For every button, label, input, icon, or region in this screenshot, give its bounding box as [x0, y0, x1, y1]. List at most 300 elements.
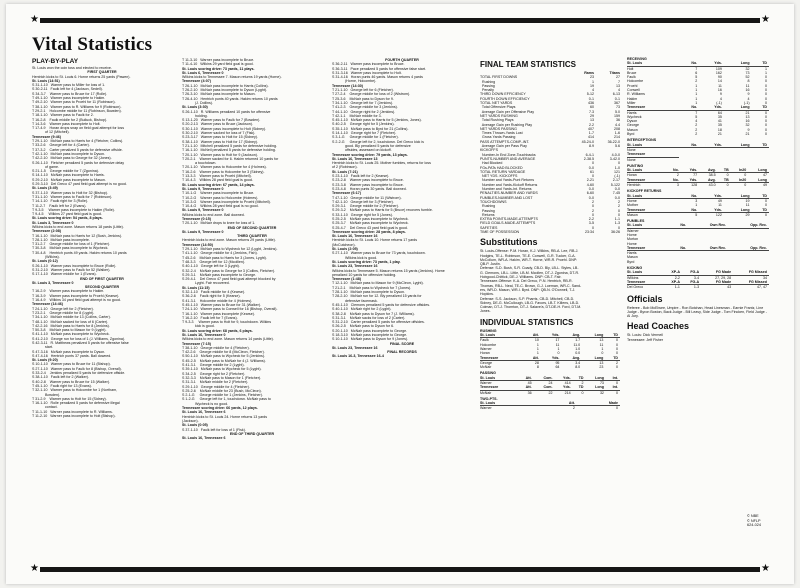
table-cell: 32 [745, 123, 750, 128]
play-line: St. Louis 9, Tennessee 0 [182, 208, 224, 213]
table-cell: 5 [695, 75, 698, 80]
play-line: S 2-2-G George left for 2, touchdown. Del Greco kick is [332, 139, 424, 144]
table-cell: 27, 29, 28 [715, 275, 732, 280]
stat-label: NET YARDS PASSING [480, 126, 517, 131]
rams-value: 2-21 [586, 178, 594, 183]
play-line: T 31-1-10 Warner pass to Faulk for 7 (Robinson). [32, 194, 113, 199]
play-line: S 26-2-5 McNair pass to Dyson for 6. [332, 324, 395, 329]
header-cell: Yds. [699, 61, 724, 66]
play-line: T 11-2-7 Faulk left for 2 (Evans). [32, 203, 87, 208]
play-line: S 25-2-5 McNair pass incomplete to Wycheck. [332, 216, 409, 221]
header-cell: Int. [606, 385, 620, 390]
rams-value: 4-60 [586, 182, 594, 187]
play-line: S 45-1-10 Warner pass to Bruce for 31 (Walker). [182, 302, 262, 307]
play-line: S 21-1-5 George middle for 7 (Zgonina). [32, 169, 99, 174]
copyright-line: © NBE [747, 514, 759, 518]
play-line: Tennessee scoring drive: 79 yards, 13 plays. [332, 152, 408, 157]
titans-value: (-1) [614, 174, 620, 179]
stat-label: EXTRA POINTS-MADE-ATTEMPTS [480, 217, 538, 222]
table-cell: 162 [715, 70, 722, 75]
table-cell: 13 [745, 114, 750, 119]
substitution-line: Hopkins. [480, 292, 494, 297]
stat-label: PASS ATTEMPTS-COMP.-INT. [480, 139, 530, 144]
play-line: Tennessee (4:07) [182, 79, 211, 84]
rams-value: 2.2 [589, 122, 594, 127]
table-cell: Hakim [627, 96, 638, 101]
play-line: T 49-2-10 Warner pass to Proehl for 11 (Robinson). [32, 100, 116, 105]
header-cell: Yds. [554, 385, 572, 390]
table-cell: 32 [599, 390, 604, 395]
rams-value: 13 [590, 118, 594, 123]
table-cell: 0 [616, 365, 618, 370]
table-cell: Holcombe [627, 79, 644, 84]
header-cell: No. [679, 208, 699, 213]
titans-value: 7 [618, 79, 620, 84]
substitution-line: QB-P. Justin. [480, 262, 501, 267]
titans-value: 4.4 [615, 122, 620, 127]
table-cell: 38.5 [708, 173, 716, 178]
copyright-line: 624-024 [747, 523, 761, 527]
stat-label: Average Gain per Pass Play [480, 144, 527, 149]
play-line: St. Louis 3, Tennessee 0 [32, 220, 74, 225]
table-cell: 4 [719, 96, 722, 101]
stat-label: PENALTIES-NUMBER AND YARDS [480, 191, 538, 196]
play-line: S 10-1-10 Warner pass to Bruce for 11 (Bishop). [32, 362, 111, 367]
table-cell: 35 [717, 123, 722, 128]
play-line: St. Louis scoring drive: 67 yards, 14 plays. [182, 182, 255, 187]
stat-label: Number and Yards-Int. Returns [480, 187, 532, 192]
header-cell: St. Louis [480, 376, 519, 381]
header-cell: Avg. [561, 356, 582, 361]
substitution-line: Hodgins, TE-L. Robinson, TE-E. Conwell, G-R. Tucker, G-A. [480, 253, 576, 258]
play-line: T 34-1-10 George left for 7 (Jenkins). [332, 100, 394, 105]
table-row [480, 390, 620, 395]
header-cell: Int. [606, 376, 620, 381]
table-cell: 0 [765, 119, 767, 124]
play-line: St. Louis scoring drive: 54 yards, 8 plays. [32, 216, 103, 221]
table-cell: R. Williams [627, 92, 645, 97]
table-cell: 16 [745, 88, 750, 93]
play-line: S 23-3-17 Warner pass to Holt for 15 (Sidney). [182, 135, 258, 140]
table-cell: 49 [763, 183, 767, 188]
titans-value: 36:26 [611, 229, 620, 234]
titans-value: 367 [614, 101, 620, 106]
table-cell: Holt [627, 66, 634, 71]
play-line: S 23-3-8 Warner pass incomplete to Bruce. [332, 182, 404, 187]
table-cell: 8 [747, 79, 750, 84]
header-cell: TD [752, 61, 769, 66]
table-cell: Mother [627, 203, 639, 208]
coaches-heading: Head Coaches [627, 322, 690, 332]
play-line: Tennessee (14:46) [32, 302, 63, 307]
table-cell: 95 [555, 360, 560, 365]
play-line: a touchdown. [182, 161, 217, 166]
kicking-label: KICKING [627, 266, 643, 271]
table-cell: Horan [480, 351, 490, 356]
header-cell: TD [752, 194, 769, 199]
header-cell: FG Made [701, 270, 733, 275]
rams-value: 0 [592, 174, 594, 179]
table-cell: 1 [695, 96, 698, 101]
header-cell: Yds. [699, 105, 724, 110]
play-line: Wilkins kicks to Tennessee 5. Mason returns 15 yards (Jenkins). Horne [332, 268, 445, 273]
header-cell: St. Louis [627, 270, 663, 275]
table-cell: 6 [695, 70, 698, 75]
copyright [747, 514, 761, 528]
play-line: Wycheck is no good. [182, 401, 229, 406]
substitution-line: Colman, DT-J. Thornton, DT-J. Salave'a, DT-DE-H. Ford, DT-M. [480, 305, 582, 310]
play-line: T 9-3-3 Warner pass to Holt for 9, touchdown. Wilkins [182, 320, 272, 325]
table-cell: 19 [745, 198, 750, 203]
play-line: S 36-2-11 Warner pass incomplete to Bruce. [332, 62, 405, 67]
titans-value: 5.6 [615, 144, 620, 149]
table-cell: Horne [627, 232, 637, 237]
header-cell: Long [724, 194, 752, 199]
header-cell: Yds. [541, 333, 562, 338]
play-line: Tennessee (7:15) [182, 341, 211, 346]
table-cell: Byrd [627, 132, 635, 137]
play-line: Hentrich kicks to St. Louis 6. Horne returns 25 yards (Pawen). [32, 74, 131, 79]
play-line: T 10-3-G Warner pass incomplete to Proehl (Mitchell). [182, 199, 271, 204]
play-line: of 12 (Mitchell). [32, 130, 70, 135]
table-cell: 23 [599, 365, 604, 370]
stat-label: Times Thrown-Yards Lost [480, 131, 523, 136]
table-cell: 3.4 [575, 360, 581, 365]
stat-label: NET YDS. KICKOFFS [480, 174, 518, 179]
play-line: St. Louis 3, Tennessee 0 [32, 280, 74, 285]
table-cell: 1-3 [693, 285, 700, 290]
stat-label: Had Blocked [480, 161, 503, 166]
rams-value: 0 [592, 161, 594, 166]
play-line: T 14-3-6 Warner pass incomplete to Holt. [32, 121, 101, 126]
page-title: Vital Statistics [32, 34, 153, 55]
table-cell: Mason [627, 127, 638, 132]
rams-value: 0-0 [588, 165, 594, 170]
play-line: T 16-1-10 McNair pass to Harris for 12 (Bush, Jenkins). [32, 233, 123, 238]
table-cell: (-1) [743, 100, 750, 105]
play-line: S 50-1-10 McNair pass to Wycheck for 5 (Jenkins). [182, 354, 266, 359]
play-line: T 28-1-10 McNair pass incomplete. [32, 237, 90, 242]
header-cell: Own Rec. [688, 246, 728, 251]
rams-value: 3-5 [588, 221, 594, 226]
header-cell: XP-A [663, 270, 682, 275]
play-line: St. Louis 16-3, Tennessee 16-4 [332, 354, 384, 359]
table-cell: 0 [765, 79, 767, 84]
rams-value: 8.9 [589, 144, 594, 149]
table-cell: 0 [616, 390, 618, 395]
table-cell: 0.0 [575, 351, 581, 356]
titans-value: 4-0-0 [611, 152, 620, 157]
play-line: SECOND QUARTER [84, 285, 120, 290]
header-cell: Long [748, 168, 769, 173]
substitution-line: ers, WR-D. Mason, WR-I. Byrd. DNP: QB-N. O'Donnell, T-J. [480, 287, 576, 292]
play-line: St. Louis (2:05) [332, 247, 358, 252]
table-cell: Warner [480, 346, 492, 351]
stat-label: Number and Yards-Punt Returns [480, 178, 534, 183]
copyright-line: © NFLP [747, 518, 761, 523]
stat-label: Rushing [480, 204, 496, 209]
play-line: S 29-3-1 George middle for 2 (Fletcher). [332, 204, 399, 209]
table-cell: 18 [717, 127, 722, 132]
play-line: St. Louis 23, Tennessee 16 [332, 264, 378, 269]
play-line: kick is good. [182, 324, 215, 329]
stat-label: TOUCHDOWNS [480, 199, 507, 204]
table-cell: 11 [599, 342, 604, 347]
table-cell: Morton [627, 237, 639, 242]
play-line: S 31-2-10 Warner pass to Faulk for 52 (Walker). [32, 267, 111, 272]
table-cell: 4 [747, 96, 750, 101]
titans-value: 159 [614, 113, 620, 118]
titans-value: 2 [618, 199, 620, 204]
play-line: St. Louis (0:05) [182, 423, 208, 428]
table-cell: George [480, 360, 492, 365]
table-cell: 0 [765, 88, 767, 93]
rams-value: 1 [592, 79, 594, 84]
play-line: offsides, assessed on kickoff. [332, 148, 392, 153]
header-cell: Long [582, 333, 605, 338]
play-line: T 12-1-10 McNair pass to Mason for 9 (McCleon, Lyght). [332, 281, 424, 286]
table-cell: 1 [695, 100, 698, 105]
play-line: T 10-4-G Wilkins 28 yard field goal is no good. [182, 204, 259, 209]
header-cell: St. Louis [627, 194, 679, 199]
table-cell: 36 [527, 390, 532, 395]
table-cell: 16 [745, 119, 750, 124]
play-line: St. Louis (14:51) [32, 78, 60, 83]
table-cell: 2 [572, 406, 575, 411]
header-cell: Tennessee [480, 356, 524, 361]
table-cell: None [627, 157, 636, 162]
header-cell: TB [718, 178, 731, 183]
play-line: S 26-1-10 Fletcher penalized 5 yards for defensive delay [32, 160, 125, 165]
titans-value: 0 [618, 212, 620, 217]
rams-value: 407 [588, 126, 594, 131]
header-cell: Long [724, 61, 752, 66]
table-cell: 1 [695, 92, 698, 97]
table-cell: 52 [745, 75, 750, 80]
play-line: T 10-4-3 Wilkins 28 yard field goal is good. [182, 178, 253, 183]
passing-label: PASSING [480, 371, 496, 376]
table-cell: Wycheck [627, 114, 642, 119]
table-cell: 122 [715, 212, 722, 217]
stat-label: PUNTS-NUMBER AND AVERAGE [480, 156, 536, 161]
substitution-line: Thomas, RB-L. Neal, TE-C. Brown, G-J. Loeman, WR-C. Sand- [480, 283, 582, 288]
stat-table [480, 401, 620, 411]
table-cell: 47, 47 [757, 285, 767, 290]
table-cell: 16 [717, 88, 722, 93]
table-cell [688, 260, 728, 264]
officials-heading: Officials [627, 294, 663, 304]
play-line: T 16-1-10 Rolle penalized 5 yards for defensive illegal [32, 401, 120, 406]
play-line: S 26-1-10 Warner pass incomplete to Bruce (Rolle). [32, 263, 117, 268]
rams-value: 19 [590, 83, 594, 88]
titans-value: 0-1 [614, 96, 620, 101]
stat-label: FIELD GOALS-MADE-ATTEMPTS [480, 221, 536, 226]
play-line: St. Louis (11:15) [182, 285, 210, 290]
table-cell: 11.0 [573, 342, 581, 347]
play-line: FINAL SCORE [389, 341, 415, 346]
header-cell: No. [671, 223, 688, 228]
rams-value: 2 [592, 199, 594, 204]
header-cell: Opp. Rec. [728, 223, 769, 228]
header-cell: No. [671, 246, 688, 251]
table-row [627, 183, 769, 188]
header-cell: FG-A [682, 280, 701, 285]
header-cell: Long [586, 385, 606, 390]
star-icon: ★ [761, 563, 770, 574]
header-cell: No. [666, 168, 681, 173]
table-cell: 8.0 [575, 365, 581, 370]
table-cell: 0 [616, 338, 618, 343]
header-cell: FG Missed [733, 270, 769, 275]
play-line: S 40-2-8 Warner pass to Bruce for 15 (Walker). [32, 379, 111, 384]
table-cell: 0 [616, 351, 618, 356]
play-line: S 47-3-16 McNair pass incomplete to Dyson. [32, 349, 106, 354]
play-line: S 42-3-11 R. Matthews penalized 5 yards for offensive false [32, 341, 129, 345]
table-cell: 34 [763, 275, 767, 280]
table-cell: 1.7 [575, 338, 581, 343]
table-cell: 0 [765, 212, 767, 217]
play-line: S 25-3-7 McNair pass incomplete to Wycheck. [332, 221, 409, 226]
table-cell: 0 [765, 132, 767, 137]
table-cell: 41 [717, 119, 722, 124]
rams-value: 2-2 [588, 217, 594, 222]
play-line: Wilkins kicks to end zone. Mason returns 18 yards (Little). [32, 224, 124, 229]
table-cell: Mason [627, 255, 638, 260]
table-cell: 5 [695, 212, 698, 217]
team-stat-row [480, 230, 620, 234]
play-line: Wilkins kick is good. [332, 255, 378, 260]
table-cell: 9 [747, 127, 750, 132]
play-line: T 20-1-10 Warner pass to Holt for 9 (Jackson). [182, 152, 258, 157]
table-cell: 90 [717, 75, 722, 80]
rushing-label: RUSHING [480, 328, 497, 333]
officials-text: Referee - Bob McElwee, Umpire - Ron Botchan, Head Linesman - Earnie Frantz, Line Judge - Byron Boston, Back Judge - Bill Leavy, Side Judge - Tom Fincken, Field Judge - Al Jury. [627, 305, 767, 319]
table-cell: Horne [627, 241, 637, 246]
play-line: S 47-4-16 Hentrich punts 37 yards. Ball downed. [32, 353, 112, 358]
play-line: St. Louis scoring drive: 73 yards, 1 play. [332, 259, 401, 264]
table-cell: 22 [548, 390, 553, 395]
play-line: holding. [182, 113, 208, 118]
table-cell: 0 [616, 342, 618, 347]
play-line: T 16-1-10 McNeil penalized 5 yards for defensive holding. [182, 148, 276, 153]
play-line: T 20-2-1 Warner sacked for 6. Hakim returned 10 yards for [182, 156, 279, 161]
play-line: S 32-2-4 McNair pass to George for 3 (Collins, Fletcher). [182, 268, 276, 273]
play-line: St. Louis (7:21) [332, 169, 358, 174]
titans-value: 36-22-0 [607, 139, 620, 144]
play-line: S 29-3-1 McNair pass incomplete to George. [182, 272, 257, 277]
play-line: S 30-1-10 Warner pass incomplete to Holt (Sidney). [182, 126, 267, 131]
header-cell: TB [718, 168, 731, 173]
table-cell: 7 [695, 110, 698, 115]
coach-ten: Tennessee: Jeff Fisher [627, 337, 664, 342]
rams-value: 0 [592, 225, 594, 230]
table-cell: 0 [744, 173, 747, 178]
substitution-line: St. Louis-Offense: P-M. Horan, K-J. Wilkins, RB-A. Lee, RB-J. [480, 249, 579, 254]
stat-label: Passing [480, 83, 495, 88]
table-cell: 43.0 [708, 183, 716, 188]
play-line: T 28-1-10 McNair pass incomplete to Dyson. [332, 290, 406, 295]
play-line: T 44-1-10 George right for 2 (Jenkins). [332, 109, 396, 114]
table-cell: 2-2 [674, 275, 680, 280]
header-cell: TD [573, 376, 586, 381]
play-line: S 37-1-10 Faulk left for loss of 1 (Fisk). [182, 427, 246, 432]
stat-label: Returns [480, 212, 495, 217]
play-line: S 14-1-10 George right for 7 (Fletcher). [332, 131, 397, 136]
rams-value: 436 [588, 101, 594, 106]
play-line: S 35-1-10 McNair pass to Byrd for 21 (Collins). [332, 126, 409, 131]
table-cell: 1 [695, 88, 698, 93]
play-line: Lyght. Fair recovered. [182, 281, 230, 286]
stat-table [627, 168, 769, 187]
play-line: T 29-1-10 McNair pass to Harris for 4 (Fletcher, Collins). [32, 139, 124, 144]
titans-value: 1-6 [614, 131, 620, 136]
play-line: T 29-2-1 Holcombe middle for 11 (Robinson, Bowden). [32, 108, 122, 113]
play-line: Bowden). [32, 392, 61, 397]
play-line: St. Louis 9, Tennessee 0 [182, 229, 224, 234]
table-cell: 0 [557, 351, 560, 356]
play-line: T 38-1-10 Warner pass to R. Williams for 9 (Robinson). [32, 104, 122, 109]
table-cell: 0 [765, 123, 767, 128]
play-line: S 14-1-10 McNair pass incomplete to Harris. [32, 173, 105, 178]
pbp-column-1 [32, 57, 172, 562]
stat-table [480, 376, 620, 395]
play-line: T 42-1-1 McNair middle for 3. [332, 113, 382, 118]
table-cell: Faulk [627, 75, 636, 80]
titans-value: 5.0 [615, 109, 620, 114]
play-line: T 42-1-10 McNair pass incomplete to Dyson. [32, 151, 106, 156]
play-line: S 25-2-6 McNair middle for 23 (Bush, McCleon). [182, 388, 262, 393]
play-line: T 9-3-5 Warner pass incomplete to Hakim (Rolle). [32, 207, 115, 212]
play-line: S 41-1-10 McNair pass incomplete to Wycheck. [32, 332, 110, 337]
substitution-line: Sidney, DE-G. McCullough, LB-G. Favors, LB-T. Killens, LB-D. [480, 300, 580, 305]
table-cell: 77 [693, 173, 698, 178]
table-cell: 9 [747, 92, 750, 97]
play-line: T 41-1-10 George middle for 4 (Jenkins, Fish). [182, 251, 258, 256]
play-line: Tennessee (0:15) [182, 216, 211, 221]
play-line: Hentrich kicks to St. Louis 24. Horne returns 13 yards [182, 414, 268, 419]
play-line: T 42-2-10 McNair pass to George for 32 (Jones). [32, 156, 112, 161]
header-cell: Made [577, 401, 620, 406]
header-cell: Long [582, 356, 605, 361]
play-line: T 45-2-6 McNair pass to Harris for 3 (Jones, Lyght). [182, 255, 267, 260]
titans-value: 5-122 [610, 182, 620, 187]
table-cell: 2 [695, 79, 698, 84]
table-cell: Faulk [480, 338, 489, 343]
table-cell: 11 [718, 83, 722, 88]
table-cell: 0 [765, 100, 767, 105]
header-cell: Tennessee [627, 280, 663, 285]
table-cell: 1 [765, 66, 767, 71]
stat-label: FGs-PATs HAD BLOCKED [480, 165, 523, 170]
table-cell: 2 [695, 123, 698, 128]
receiving-label: RECEIVING [627, 57, 647, 61]
stat-label: TOTAL RETURN YARDAGE [480, 169, 526, 174]
play-line: (Horne, Holcombe). [332, 79, 377, 84]
table-cell: 0 [765, 83, 767, 88]
play-line: S 45-1-10 McNair pass to Harris for 5 (Jenkins, Jones). [332, 118, 422, 123]
team-stats-column [480, 57, 620, 562]
play-line: T 10-2-G Warner pass to Holcombe (Holmes). [182, 195, 259, 200]
play-line: Tennessee (2:08) [32, 229, 61, 234]
play-line: T 38-1-10 George middle for 4 (Fletcher). [182, 345, 250, 350]
play-line: S 29-2-10 McNair pass incomplete to Mason. [32, 177, 106, 182]
play-line: S 40-2-5 George right for 5 (Jenkins). [332, 122, 395, 127]
substitution-line: Tennessee-Offense: K-A. Del Greco, P-N. Hentrich, RB-R. [480, 279, 573, 284]
play-line: T 16-2-8 Faulk middle for 2 (Bulluck, Bishop). [32, 117, 108, 122]
header-cell: TD [605, 356, 620, 361]
play-line: T 21-1-10 George left for 6 (Fletcher). [332, 88, 394, 93]
play-line: S 38-1-10 Faulk left for 2 (Walker). [32, 375, 89, 380]
